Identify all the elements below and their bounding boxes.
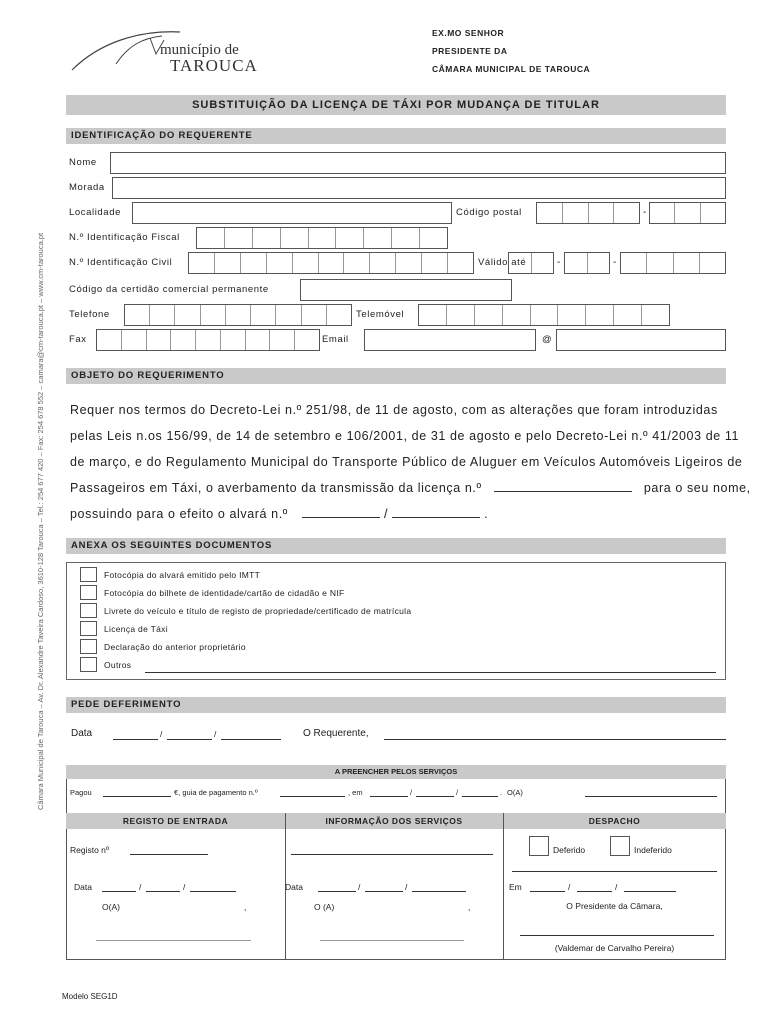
registo-comma: , xyxy=(244,902,247,912)
anexo-checkbox[interactable] xyxy=(80,567,97,582)
alvara-numero-field[interactable] xyxy=(302,503,380,518)
anexo-label: Fotocópia do bilhete de identidade/cartão de cidadão e NIF xyxy=(104,588,345,598)
pagou-ano-field[interactable] xyxy=(462,796,498,797)
morada-label: Morada xyxy=(69,182,105,193)
telemovel-label: Telemóvel xyxy=(356,309,405,320)
section-deferimento: PEDE DEFERIMENTO xyxy=(66,697,726,713)
pagou-period: . xyxy=(500,788,503,797)
email-at: @ xyxy=(542,334,553,345)
valido-dia-field[interactable] xyxy=(508,252,554,274)
col-informacao-header: INFORMAÇÃO DOS SERVIÇOS xyxy=(325,816,463,826)
informacao-line-field[interactable] xyxy=(291,854,493,855)
nome-field[interactable] xyxy=(110,152,726,174)
valido-mes-field[interactable] xyxy=(564,252,610,274)
deferimento-data-label: Data xyxy=(71,728,93,739)
row-telefone xyxy=(66,304,726,326)
municipality-logo xyxy=(70,24,270,76)
presidente-label: O Presidente da Câmara, xyxy=(566,901,663,911)
anexo-checkbox[interactable] xyxy=(80,585,97,600)
registo-numero-field[interactable] xyxy=(130,854,208,855)
fax-label: Fax xyxy=(69,334,87,345)
row-certidao xyxy=(66,279,726,301)
servicos-box xyxy=(66,765,726,960)
objeto-line-5a: possuindo para o efeito o alvará n.º xyxy=(70,507,288,521)
requerente-signature-field[interactable] xyxy=(384,739,726,740)
nic-field[interactable] xyxy=(188,252,474,274)
objeto-line-2: pelas Leis n.os 156/99, de 14 de setembro e 106/2001, de 31 de agosto e pelo Decreto-Lei n.º 41/2003 de 11 xyxy=(70,429,740,443)
anexo-label: Licença de Táxi xyxy=(104,624,168,634)
anexo-label: Livrete do veículo e título de registo de propriedade/certificado de matrícula xyxy=(104,606,412,616)
codigo-postal-field[interactable] xyxy=(536,202,640,224)
despacho-ano-field[interactable] xyxy=(624,891,676,892)
valido-ano-field[interactable] xyxy=(620,252,726,274)
presidente-signature-field[interactable] xyxy=(520,935,714,936)
recipient-line-2: PRESIDENTE DA xyxy=(432,46,508,56)
logo-top-text: município de xyxy=(160,42,239,58)
informacao-dia-field[interactable] xyxy=(318,891,356,892)
objeto-text xyxy=(70,397,751,527)
indeferido-checkbox[interactable] xyxy=(610,836,630,856)
morada-field[interactable] xyxy=(112,177,726,199)
registo-ano-field[interactable] xyxy=(190,891,236,892)
valido-ate-label: Válido até xyxy=(478,257,527,268)
logo-bottom-text: TAROUCA xyxy=(170,56,258,75)
section-anexos: ANEXA OS SEGUINTES DOCUMENTOS xyxy=(66,538,726,554)
objeto-line-3: de março, e do Regulamento Municipal do Transporte Público de Aluguer em Veículos Automóveis Ligeiros de xyxy=(70,455,743,469)
deferimento-dia-field[interactable] xyxy=(113,739,158,740)
informacao-mes-field[interactable] xyxy=(365,891,403,892)
deferimento-mes-field[interactable] xyxy=(167,739,212,740)
deferido-checkbox[interactable] xyxy=(529,836,549,856)
outros-line-field[interactable] xyxy=(145,672,716,673)
despacho-mes-field[interactable] xyxy=(577,891,612,892)
registo-data-label: Data xyxy=(74,882,92,892)
despacho-slash-1: / xyxy=(568,882,571,892)
despacho-em-label: Em xyxy=(509,882,522,892)
pagou-mes-field[interactable] xyxy=(416,796,454,797)
deferido-label: Deferido xyxy=(553,845,586,855)
pagou-valor-field[interactable] xyxy=(103,796,171,797)
anexo-label: Fotocópia do alvará emitido pelo IMTT xyxy=(104,570,261,580)
deferimento-slash-2: / xyxy=(214,729,217,739)
objeto-line-4b: para o seu nome, xyxy=(643,481,751,495)
registo-label: Registo nº xyxy=(70,845,110,855)
section-objeto: OBJETO DO REQUERIMENTO xyxy=(66,368,726,384)
despacho-slash-2: / xyxy=(615,882,618,892)
despacho-dia-field[interactable] xyxy=(530,891,565,892)
informacao-slash-1: / xyxy=(358,882,361,892)
telefone-label: Telefone xyxy=(69,309,110,320)
recipient-line-3: CÂMARA MUNICIPAL DE TAROUCA xyxy=(432,64,591,74)
email-user-field[interactable] xyxy=(364,329,536,351)
registo-signature-field[interactable] xyxy=(96,940,251,941)
localidade-field[interactable] xyxy=(132,202,452,224)
servicos-header: A PREENCHER PELOS SERVIÇOS xyxy=(66,765,726,779)
col-registo-header: REGISTO DE ENTRADA xyxy=(122,816,229,826)
informacao-signature-field[interactable] xyxy=(320,940,464,941)
alvara-slash: / xyxy=(384,507,389,521)
certidao-field[interactable] xyxy=(300,279,512,301)
guia-label: €, guia de pagamento n.º xyxy=(174,788,258,797)
section-identificacao: IDENTIFICAÇÃO DO REQUERENTE xyxy=(66,128,726,144)
pagou-dia-field[interactable] xyxy=(370,796,408,797)
registo-dia-field[interactable] xyxy=(102,891,136,892)
pagou-oa-label: O(A) xyxy=(507,788,523,797)
informacao-ano-field[interactable] xyxy=(412,891,466,892)
pagou-signature-field[interactable] xyxy=(585,796,717,797)
registo-oa-label: O(A) xyxy=(102,902,120,912)
codigo-postal-dash: - xyxy=(643,207,647,218)
anexo-checkbox[interactable] xyxy=(80,639,97,654)
row-nic xyxy=(66,252,726,274)
registo-slash-2: / xyxy=(183,882,186,892)
informacao-oa-label: O (A) xyxy=(314,902,335,912)
pagou-slash-2: / xyxy=(456,788,459,797)
objeto-line-4 xyxy=(70,475,751,501)
col-despacho-header: DESPACHO xyxy=(588,816,641,826)
row-nome xyxy=(66,152,726,174)
fax-field[interactable] xyxy=(96,329,320,351)
presidente-name: (Valdemar de Carvalho Pereira) xyxy=(554,943,675,953)
registo-mes-field[interactable] xyxy=(146,891,180,892)
row-morada xyxy=(66,177,726,199)
telefone-field[interactable] xyxy=(124,304,352,326)
localidade-label: Localidade xyxy=(69,207,121,218)
codigo-postal-suffix-field[interactable] xyxy=(649,202,726,224)
pagou-slash-1: / xyxy=(410,788,413,797)
row-localidade xyxy=(66,202,726,224)
informacao-comma: , xyxy=(468,902,471,912)
guia-numero-field[interactable] xyxy=(280,796,345,797)
certidao-label: Código da certidão comercial permanente xyxy=(69,284,269,295)
side-contact-text: Câmara Municipal de Tarouca – Av. Dr. Alexandre Taveira Cardoso, 3610-128 Tarouca – Tel.: 254 677 420 – Fax: 254 678 552 – camara@cm-tarouca.pt – www.cm-tarouca.pt xyxy=(36,232,45,810)
despacho-line-field[interactable] xyxy=(512,871,717,872)
informacao-data-label: Data xyxy=(285,882,303,892)
valido-dash-1: - xyxy=(557,257,561,268)
anexo-checkbox[interactable] xyxy=(80,657,97,672)
recipient-line-1: EX.MO SENHOR xyxy=(432,28,505,38)
objeto-line-5 xyxy=(70,501,726,527)
anexo-label: Declaração do anterior proprietário xyxy=(104,642,246,652)
anexo-checkbox[interactable] xyxy=(80,603,97,618)
deferimento-ano-field[interactable] xyxy=(221,739,281,740)
em-label: , em xyxy=(348,788,363,797)
row-fax xyxy=(66,329,726,351)
deferimento-slash-1: / xyxy=(160,729,163,739)
licenca-numero-field[interactable] xyxy=(494,477,632,492)
objeto-line-4a: Passageiros em Táxi, o averbamento da transmissão da licença n.º xyxy=(70,481,482,495)
indeferido-label: Indeferido xyxy=(634,845,672,855)
pagou-label: Pagou xyxy=(70,788,92,797)
nif-label: N.º Identificação Fiscal xyxy=(69,232,180,243)
col-divider-2 xyxy=(503,813,504,960)
anexo-label: Outros xyxy=(104,660,132,670)
valido-dash-2: - xyxy=(613,257,617,268)
telemovel-field[interactable] xyxy=(418,304,670,326)
requerente-label: O Requerente, xyxy=(303,728,369,739)
informacao-slash-2: / xyxy=(405,882,408,892)
email-label: Email xyxy=(322,334,349,345)
form-title: SUBSTITUIÇÃO DA LICENÇA DE TÁXI POR MUDANÇA DE TITULAR xyxy=(66,95,726,115)
objeto-line-1: Requer nos termos do Decreto-Lei n.º 251/98, de 11 de agosto, com as alterações que foram introduzidas xyxy=(70,403,718,417)
registo-slash-1: / xyxy=(139,882,142,892)
modelo-code: Modelo SEG1D xyxy=(62,992,118,1001)
nif-field[interactable] xyxy=(196,227,448,249)
nic-label: N.º Identificação Civil xyxy=(69,257,173,268)
alvara-ano-field[interactable] xyxy=(392,503,480,518)
codigo-postal-label: Código postal xyxy=(456,207,522,218)
anexo-checkbox[interactable] xyxy=(80,621,97,636)
row-nif xyxy=(66,227,726,249)
email-domain-field[interactable] xyxy=(556,329,726,351)
alvara-period: . xyxy=(484,507,489,521)
nome-label: Nome xyxy=(69,157,97,168)
